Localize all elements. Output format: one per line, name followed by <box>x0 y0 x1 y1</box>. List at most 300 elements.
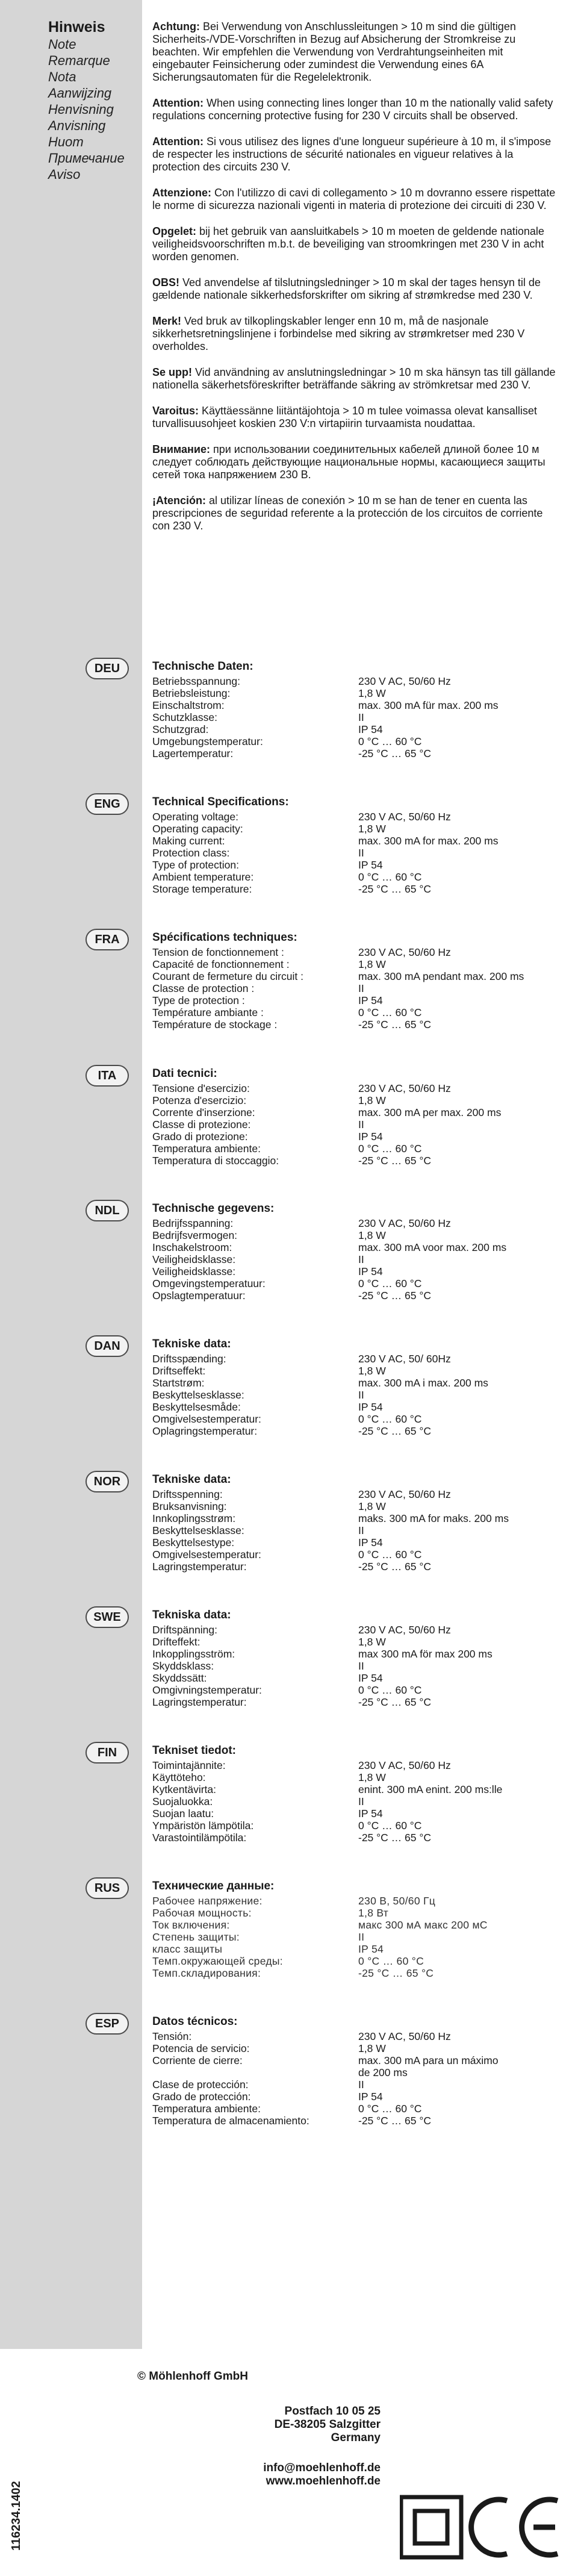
spec-value: 1,8 Вт <box>358 1907 389 1919</box>
spec-label: Skyddssätt: <box>152 1672 207 1684</box>
spec-label: Operating capacity: <box>152 823 243 835</box>
spec-label <box>152 2066 358 2079</box>
spec-value: IP 54 <box>358 1401 383 1413</box>
spec-label: Suojan laatu: <box>152 1807 214 1820</box>
spec-row <box>152 1807 568 1820</box>
spec-row <box>152 1696 568 1708</box>
spec-row <box>152 946 568 958</box>
spec-label: Temperatura de almacenamiento: <box>152 2115 309 2127</box>
spec-label: Classe di protezione: <box>152 1118 251 1131</box>
spec-label: Storage temperature: <box>152 883 252 895</box>
spec-row <box>152 1018 568 1031</box>
spec-row <box>152 2042 568 2054</box>
spec-value: -25 °C … 65 °C <box>358 1425 431 1437</box>
hinweis-translation: Remarque <box>48 53 110 68</box>
spec-value: 0 °C … 60 °C <box>358 1548 422 1561</box>
spec-row <box>152 1548 568 1561</box>
spec-label: Type of protection: <box>152 859 239 871</box>
safety-note <box>152 315 557 353</box>
spec-label: Température de stockage : <box>152 1018 278 1031</box>
spec-value: IP 54 <box>358 1131 383 1143</box>
note-lead: OBS! <box>152 276 179 288</box>
spec-row <box>152 883 568 895</box>
spec-label: Bedrijfsspanning: <box>152 1217 234 1229</box>
spec-label: Umgebungstemperatur: <box>152 735 263 747</box>
spec-value: 0 °C … 60 °C <box>358 1006 422 1018</box>
spec-label: Opslagtemperatuur: <box>152 1290 246 1302</box>
spec-title: Technische Daten: <box>152 660 253 673</box>
spec-row <box>152 1094 568 1106</box>
note-text: al utilizar líneas de conexión > 10 m se han de tener en cuenta las prescripciones de seguridad referente a la protección de los circuitos de corriente con 230 V. <box>152 494 543 532</box>
spec-value: 230 V AC, 50/60 Hz <box>358 1217 451 1229</box>
note-lead: Attention: <box>152 97 204 109</box>
spec-label: Toimintajännite: <box>152 1759 226 1771</box>
spec-label: Lagertemperatur: <box>152 747 234 759</box>
spec-row <box>152 1919 568 1931</box>
spec-label: Grado de protección: <box>152 2091 251 2103</box>
spec-label: класс защиты <box>152 1943 223 1955</box>
note-text: Bei Verwendung von Anschlussleitungen > 10 m sind die gültigen Sicherheits-/VDE-Vorschriften in Bezug auf Absicherung der Stromkreise zu beachten. Wir empfehlen die Verwendung von Verdrahtungseinheiten mit eingebauter Feinsicherung oder zumindest die Verwendung eines 6A Sicherungsautomaten für die Regelelektronik. <box>152 20 516 83</box>
hinweis-translation: Note <box>48 37 76 52</box>
spec-label: Lagringstemperatur: <box>152 1696 247 1708</box>
spec-label: Operating voltage: <box>152 811 239 823</box>
spec-row <box>152 2066 568 2079</box>
spec-value: 230 V AC, 50/60 Hz <box>358 946 451 958</box>
spec-row <box>152 1759 568 1771</box>
spec-label: Bedrijfsvermogen: <box>152 1229 238 1241</box>
spec-title: Tekniska data: <box>152 1609 231 1621</box>
spec-value: 230 V AC, 50/ 60Hz <box>358 1353 451 1365</box>
spec-value: 0 °C … 60 °C <box>358 2103 422 2115</box>
spec-row <box>152 1931 568 1943</box>
spec-label: Capacité de fonctionnement : <box>152 958 290 970</box>
note-lead: Merk! <box>152 315 182 327</box>
spec-value: II <box>358 1931 365 1943</box>
spec-value: II <box>358 2079 364 2091</box>
spec-value: 1,8 W <box>358 1094 386 1106</box>
spec-value: max. 300 mA para un máximo <box>358 2054 499 2066</box>
spec-row <box>152 1832 568 1844</box>
spec-value: IP 54 <box>358 1672 383 1684</box>
spec-row <box>152 1783 568 1795</box>
spec-label: Kytkentävirta: <box>152 1783 217 1795</box>
spec-label: Ток включения: <box>152 1919 230 1931</box>
spec-value: max. 300 mA per max. 200 ms <box>358 1106 502 1118</box>
spec-value: 230 V AC, 50/60 Hz <box>358 811 451 823</box>
spec-row <box>152 1241 568 1253</box>
contact-line[interactable]: www.moehlenhoff.de <box>266 2475 381 2487</box>
spec-value: II <box>358 1795 364 1807</box>
spec-value: -25 °C … 65 °C <box>358 883 431 895</box>
safety-note <box>152 136 557 173</box>
spec-label: Temperatura ambiente: <box>152 2103 261 2115</box>
spec-row <box>152 1253 568 1265</box>
spec-row <box>152 1512 568 1524</box>
spec-row <box>152 2030 568 2042</box>
spec-label: Driftsspenning: <box>152 1488 223 1500</box>
spec-value: II <box>358 1524 364 1536</box>
spec-label: Beskyttelsestype: <box>152 1536 235 1548</box>
spec-value: enint. 300 mA enint. 200 ms:lle <box>358 1783 503 1795</box>
spec-row <box>152 1684 568 1696</box>
spec-label: Степень защиты: <box>152 1931 240 1943</box>
language-badge: RUS <box>85 1877 129 1899</box>
spec-row <box>152 1377 568 1389</box>
spec-row <box>152 1143 568 1155</box>
note-text: Ved anvendelse af tilslutningsledninger > 10 m skal der tages hensyn til de gældende nationale sikkerhedsforskrifter om sikring af strømkredse med 230 V. <box>152 276 541 301</box>
note-text: Käyttäessänne liitäntäjohtoja > 10 m tulee voimassa olevat kansalliset turvallisuusohjeet koskien 230 V:n virtapiirin turvaamista noudattaa. <box>152 405 537 429</box>
spec-label: Protection class: <box>152 847 230 859</box>
spec-label: Ympäristön lämpötila: <box>152 1820 254 1832</box>
spec-label: Tensione d'esercizio: <box>152 1082 250 1094</box>
spec-row <box>152 747 568 759</box>
spec-value: -25 °C … 65 °C <box>358 1967 434 1979</box>
spec-title: Технические данные: <box>152 1880 275 1892</box>
spec-value: II <box>358 1389 364 1401</box>
spec-value: 230 V AC, 50/60 Hz <box>358 675 451 687</box>
spec-row <box>152 723 568 735</box>
hinweis-block <box>48 18 138 182</box>
spec-row <box>152 1536 568 1548</box>
ce-mark-icon <box>471 2500 558 2555</box>
spec-value: II <box>358 711 364 723</box>
note-lead: Attenzione: <box>152 187 211 199</box>
spec-row <box>152 711 568 723</box>
spec-value: max. 300 mA for max. 200 ms <box>358 835 499 847</box>
spec-label: Schutzgrad: <box>152 723 209 735</box>
note-text: When using connecting lines longer than 10 m the nationally valid safety regulations concerning protective fusing for 230 V circuits shall be observed. <box>152 97 553 122</box>
company-contact <box>263 2462 381 2488</box>
spec-label: Tensión: <box>152 2030 192 2042</box>
spec-title: Tekniset tiedot: <box>152 1744 236 1757</box>
spec-label: Driftspänning: <box>152 1624 217 1636</box>
spec-label: Tension de fonctionnement : <box>152 946 284 958</box>
spec-row <box>152 859 568 871</box>
spec-row <box>152 2091 568 2103</box>
note-text: bij het gebruik van aansluitkabels > 10 m moeten de geldende nationale veiligheidsvoorschriften m.b.t. de beveiliging van stroomkringen met 230 V in acht worden genomen. <box>152 225 544 263</box>
note-text: Ved bruk av tilkoplingskabler lenger enn 10 m, må de nasjonale sikkerhetsretningslinjene i forbindelse med sikring av strømkretser med 230 V overholdes. <box>152 315 525 352</box>
spec-value: 230 V AC, 50/60 Hz <box>358 2030 451 2042</box>
spec-label: Veiligheidsklasse: <box>152 1253 236 1265</box>
spec-label: Driftsspænding: <box>152 1353 226 1365</box>
note-text: Con l'utilizzo di cavi di collegamento > 10 m dovranno essere rispettate le norme di sicurezza nazionali vigenti in materia di protezione dei circuiti di 230 V. <box>152 187 556 211</box>
spec-value: 1,8 W <box>358 1365 386 1377</box>
spec-row <box>152 1524 568 1536</box>
spec-row <box>152 1365 568 1377</box>
spec-row <box>152 675 568 687</box>
spec-value: 1,8 W <box>358 1771 386 1783</box>
hinweis-translation: Примечание <box>48 151 125 166</box>
spec-row <box>152 2115 568 2127</box>
spec-label: Varastointilämpötila: <box>152 1832 247 1844</box>
spec-label: Omgivelsestemperatur: <box>152 1548 261 1561</box>
spec-value: -25 °C … 65 °C <box>358 1832 431 1844</box>
spec-row <box>152 1006 568 1018</box>
spec-value: 0 °C … 60 °C <box>358 1143 422 1155</box>
spec-row <box>152 1672 568 1684</box>
note-lead: Achtung: <box>152 20 200 33</box>
spec-label: Omgivelsestemperatur: <box>152 1413 261 1425</box>
spec-value: -25 °C … 65 °C <box>358 2115 431 2127</box>
spec-row <box>152 994 568 1006</box>
spec-value: IP 54 <box>358 1807 383 1820</box>
spec-label: Inkopplingsström: <box>152 1648 235 1660</box>
spec-row <box>152 958 568 970</box>
spec-value: -25 °C … 65 °C <box>358 1696 431 1708</box>
spec-label: Beskyttelsesklasse: <box>152 1524 244 1536</box>
spec-label: Température ambiante : <box>152 1006 264 1018</box>
spec-row <box>152 2103 568 2115</box>
spec-label: Ambient temperature: <box>152 871 254 883</box>
spec-label: Courant de fermeture du circuit : <box>152 970 303 982</box>
language-badge: FIN <box>85 1742 129 1764</box>
spec-value: 230 В, 50/60 Гц <box>358 1895 436 1907</box>
spec-value: 0 °C … 60 °C <box>358 1820 422 1832</box>
spec-value: 0 °C … 60 °C <box>358 1684 422 1696</box>
spec-label: Clase de protección: <box>152 2079 249 2091</box>
spec-label: Темп.окружающей среды: <box>152 1955 283 1967</box>
spec-row <box>152 1229 568 1241</box>
spec-label: Veiligheidsklasse: <box>152 1265 236 1277</box>
note-lead: Opgelet: <box>152 225 197 237</box>
spec-value: II <box>358 982 364 994</box>
spec-label: Рабочее напряжение: <box>152 1895 263 1907</box>
hinweis-title: Hinweis <box>48 19 105 36</box>
spec-row <box>152 687 568 699</box>
spec-label: Oplagringstemperatur: <box>152 1425 258 1437</box>
address-line: Postfach 10 05 25 <box>284 2405 381 2418</box>
spec-row <box>152 1500 568 1512</box>
spec-label: Startstrøm: <box>152 1377 205 1389</box>
spec-row <box>152 1967 568 1979</box>
address-line: DE-38205 Salzgitter <box>274 2418 381 2431</box>
spec-row <box>152 2079 568 2091</box>
language-badge: FRA <box>85 929 129 950</box>
note-lead: Varoitus: <box>152 405 199 417</box>
spec-row <box>152 1955 568 1967</box>
spec-value: 1,8 W <box>358 2042 386 2054</box>
spec-row <box>152 1118 568 1131</box>
spec-title: Datos técnicos: <box>152 2015 238 2028</box>
spec-row <box>152 1290 568 1302</box>
spec-row <box>152 835 568 847</box>
company-address <box>275 2405 381 2445</box>
safety-note <box>152 187 557 212</box>
spec-row <box>152 847 568 859</box>
safety-note <box>152 97 557 122</box>
certification-logos <box>400 2493 562 2561</box>
spec-label: Innkoplingsstrøm: <box>152 1512 236 1524</box>
spec-row <box>152 1082 568 1094</box>
spec-value: IP 54 <box>358 1536 383 1548</box>
spec-value: -25 °C … 65 °C <box>358 1018 431 1031</box>
spec-row <box>152 1943 568 1955</box>
spec-value: IP 54 <box>358 723 383 735</box>
spec-value: IP 54 <box>358 2091 383 2103</box>
language-badge: DEU <box>85 658 129 679</box>
spec-value: 230 V AC, 50/60 Hz <box>358 1488 451 1500</box>
class-ii-icon <box>401 2497 461 2557</box>
language-badge: ENG <box>85 793 129 815</box>
spec-row <box>152 1155 568 1167</box>
language-badge: NOR <box>85 1471 129 1492</box>
safety-note <box>152 494 557 532</box>
safety-note <box>152 366 557 391</box>
spec-label: Рабочая мощность: <box>152 1907 252 1919</box>
safety-note <box>152 20 557 84</box>
spec-label: Temperatura di stoccaggio: <box>152 1155 279 1167</box>
spec-value: 230 V AC, 50/60 Hz <box>358 1082 451 1094</box>
spec-value: II <box>358 847 364 859</box>
spec-label: Skyddsklass: <box>152 1660 214 1672</box>
safety-note <box>152 276 557 302</box>
spec-value: IP 54 <box>358 1265 383 1277</box>
spec-row <box>152 1401 568 1413</box>
spec-row <box>152 2054 568 2066</box>
hinweis-translation: Anvisning <box>48 118 106 133</box>
spec-row <box>152 1488 568 1500</box>
spec-label: Lagringstemperatur: <box>152 1561 247 1573</box>
spec-value: IP 54 <box>358 994 383 1006</box>
spec-label: Beskyttelsesmåde: <box>152 1401 241 1413</box>
spec-value: II <box>358 1118 364 1131</box>
language-badge: SWE <box>85 1606 129 1628</box>
spec-label: Classe de protection : <box>152 982 255 994</box>
spec-value: IP 54 <box>358 1943 384 1955</box>
spec-label: Einschaltstrom: <box>152 699 225 711</box>
spec-value: 1,8 W <box>358 1636 386 1648</box>
spec-value: 0 °C … 60 °C <box>358 1955 424 1967</box>
spec-value: II <box>358 1253 364 1265</box>
spec-value: -25 °C … 65 °C <box>358 1155 431 1167</box>
spec-value: de 200 ms <box>358 2066 408 2079</box>
spec-label: Käyttöteho: <box>152 1771 206 1783</box>
note-lead: ¡Atención: <box>152 494 206 507</box>
hinweis-translation: Henvisning <box>48 102 114 117</box>
document-code: 116234.1402 <box>10 2481 23 2551</box>
spec-value: max. 300 mA i max. 200 ms <box>358 1377 488 1389</box>
spec-value: 1,8 W <box>358 1500 386 1512</box>
spec-label: Making current: <box>152 835 225 847</box>
spec-value: 1,8 W <box>358 958 386 970</box>
spec-row <box>152 1636 568 1648</box>
spec-value: 1,8 W <box>358 1229 386 1241</box>
language-badge: DAN <box>85 1335 129 1357</box>
hinweis-translation: Aviso <box>48 167 81 182</box>
spec-label: Inschakelstroom: <box>152 1241 232 1253</box>
spec-row <box>152 1265 568 1277</box>
spec-value: -25 °C … 65 °C <box>358 1290 431 1302</box>
spec-row <box>152 735 568 747</box>
spec-value: 1,8 W <box>358 687 386 699</box>
spec-title: Spécifications techniques: <box>152 931 297 944</box>
spec-row <box>152 1413 568 1425</box>
spec-row <box>152 1907 568 1919</box>
spec-row <box>152 1561 568 1573</box>
spec-value: 0 °C … 60 °C <box>358 1413 422 1425</box>
spec-value: 0 °C … 60 °C <box>358 871 422 883</box>
spec-row <box>152 1895 568 1907</box>
spec-value: 0 °C … 60 °C <box>358 1277 422 1290</box>
spec-label: Betriebsleistung: <box>152 687 231 699</box>
spec-label: Omgevingstemperatuur: <box>152 1277 266 1290</box>
spec-value: II <box>358 1660 364 1672</box>
language-badge: ITA <box>85 1065 129 1087</box>
spec-label: Темп.складирования: <box>152 1967 261 1979</box>
spec-label: Betriebsspannung: <box>152 675 240 687</box>
spec-row <box>152 982 568 994</box>
spec-label: Omgivningstemperatur: <box>152 1684 262 1696</box>
spec-value: 230 V AC, 50/60 Hz <box>358 1759 451 1771</box>
spec-label: Beskyttelsesklasse: <box>152 1389 244 1401</box>
spec-value: 0 °C … 60 °C <box>358 735 422 747</box>
contact-line[interactable]: info@moehlenhoff.de <box>263 2462 381 2474</box>
spec-value: 230 V AC, 50/60 Hz <box>358 1624 451 1636</box>
company-name: © Möhlenhoff GmbH <box>137 2370 248 2383</box>
spec-label: Suojaluokka: <box>152 1795 213 1807</box>
safety-note <box>152 443 557 481</box>
hinweis-translation: Aanwijzing <box>48 86 112 101</box>
spec-row <box>152 1795 568 1807</box>
note-text: при использовании соединительных кабелей длиной более 10 м следует соблюдать действующие национальные нормы, касающиеся защиты сетей тока напряжением 230 В. <box>152 443 546 481</box>
note-lead: Внимание: <box>152 443 210 455</box>
spec-label: Corrente d'inserzione: <box>152 1106 255 1118</box>
spec-row <box>152 1217 568 1229</box>
spec-row <box>152 1771 568 1783</box>
spec-label: Potencia de servicio: <box>152 2042 250 2054</box>
safety-note <box>152 405 557 430</box>
note-text: Vid användning av anslutningsledningar > 10 m ska hänsyn tas till gällande nationella säkerhetsföreskrifter beträffande säkring av strömkretsar med 230 V. <box>152 366 556 391</box>
language-badge: ESP <box>85 2013 129 2035</box>
spec-value: -25 °C … 65 °C <box>358 747 431 759</box>
spec-value: макс 300 мА макс 200 мС <box>358 1919 488 1931</box>
address-line: Germany <box>331 2431 381 2444</box>
spec-label: Potenza d'esercizio: <box>152 1094 247 1106</box>
spec-value: IP 54 <box>358 859 383 871</box>
spec-row <box>152 823 568 835</box>
language-badge: NDL <box>85 1200 129 1221</box>
spec-row <box>152 1106 568 1118</box>
spec-row <box>152 970 568 982</box>
spec-label: Drifteffekt: <box>152 1636 201 1648</box>
hinweis-translation: Nota <box>48 69 76 84</box>
spec-row <box>152 1277 568 1290</box>
spec-row <box>152 1131 568 1143</box>
spec-row <box>152 811 568 823</box>
spec-label: Temperatura ambiente: <box>152 1143 261 1155</box>
note-lead: Attention: <box>152 136 204 148</box>
spec-row <box>152 699 568 711</box>
hinweis-translation: Huom <box>48 134 84 149</box>
sidebar-band <box>0 0 142 2349</box>
note-text: Si vous utilisez des lignes d'une longueur supérieure à 10 m, il s'impose de respecter les instructions de sécurité nationales en vigueur relatives à la protection des circuits 230 V. <box>152 136 552 173</box>
spec-value: max. 300 mA pendant max. 200 ms <box>358 970 524 982</box>
safety-notes <box>152 20 557 546</box>
spec-row <box>152 1425 568 1437</box>
spec-label: Bruksanvisning: <box>152 1500 227 1512</box>
spec-label: Grado di protezione: <box>152 1131 248 1143</box>
spec-label: Corriente de cierre: <box>152 2054 243 2066</box>
note-lead: Se upp! <box>152 366 192 378</box>
spec-value: max 300 mA för max 200 ms <box>358 1648 493 1660</box>
spec-value: -25 °C … 65 °C <box>358 1561 431 1573</box>
spec-value: max. 300 mA für max. 200 ms <box>358 699 499 711</box>
spec-row <box>152 1660 568 1672</box>
spec-row <box>152 1353 568 1365</box>
spec-row <box>152 871 568 883</box>
spec-label: Driftseffekt: <box>152 1365 206 1377</box>
spec-row <box>152 1820 568 1832</box>
